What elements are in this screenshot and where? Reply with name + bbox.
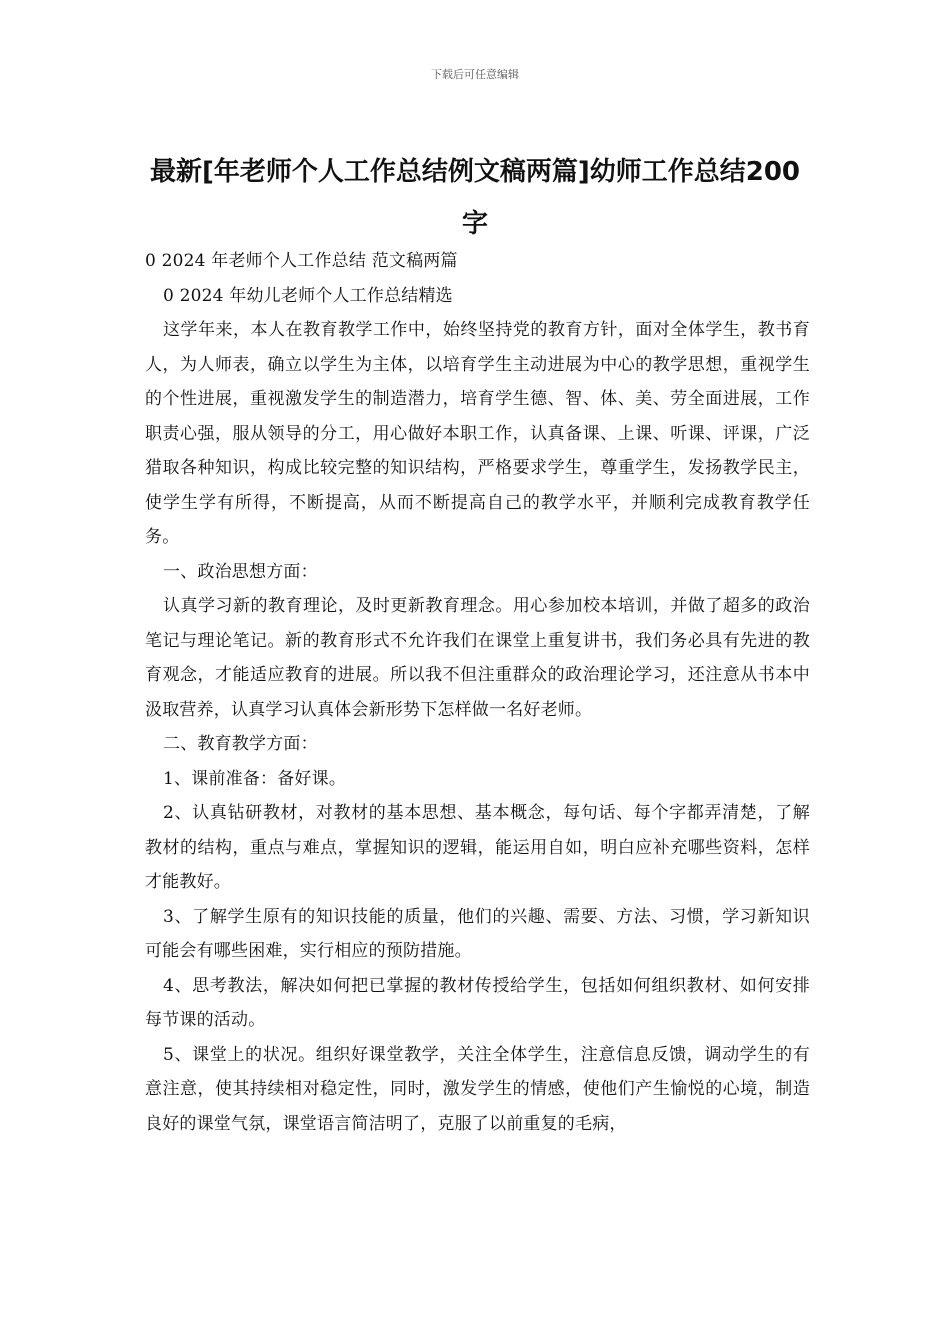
list-item: 4、思考教法，解决如何把已掌握的教材传授给学生，包括如何组织教材、如何安排每节课的活动。 (145, 975, 810, 1030)
section-heading: 一、政治思想方面： (163, 561, 318, 582)
list-item: 5、课堂上的状况。组织好课堂教学，关注全体学生，注意信息反馈，调动学生的有意注意，使其持续相对稳定性，同时，激发学生的情感，使他们产生愉悦的心境，制造良好的课堂气氛，课堂语言简洁明了，克服了以前重复的毛病， (145, 1044, 810, 1134)
list-item: 3、了解学生原有的知识技能的质量，他们的兴趣、需要、方法、习惯，学习新知识可能会有哪些困难，实行相应的预防措施。 (145, 906, 810, 961)
document-title: 最新[年老师个人工作总结例文稿两篇]幼师工作总结200字 (149, 157, 801, 239)
paragraph: 0 2024 年老师个人工作总结 范文稿两篇 (145, 251, 458, 271)
header-note: 下载后可任意编辑 (431, 68, 519, 81)
paragraph: 认真学习新的教育理论，及时更新教育理念。用心参加校本培训，并做了超多的政治笔记与理论笔记。新的教育形式不允许我们在课堂上重复讲书，我们务必具有先进的教育观念，才能适应教育的进展。所以我不但注重群众的政治理论学习，还注意从书本中汲取营养，认真学习认真体会新形势下怎样做一名好老师。 (145, 596, 810, 720)
paragraph: 0 2024 年幼儿老师个人工作总结精选 (163, 285, 453, 306)
document-body (145, 244, 810, 1141)
list-item: 1、课前准备：备好课。 (163, 768, 347, 789)
paragraph: 这学年来，本人在教育教学工作中，始终坚持党的教育方针，面对全体学生，教书育人，为人师表，确立以学生为主体，以培育学生主动进展为中心的教学思想，重视学生的个性进展，重视激发学生的制造潜力，培育学生德、智、体、美、劳全面进展，工作职责心强，服从领导的分工，用心做好本职工作，认真备课、上课、听课、评课，广泛猎取各种知识，构成比较完整的知识结构，严格要求学生，尊重学生，发扬教学民主，使学生学有所得，不断提高，从而不断提高自己的教学水平，并顺利完成教育教学任务。 (145, 320, 810, 547)
list-item: 2、认真钻研教材，对教材的基本思想、基本概念，每句话、每个字都弄清楚，了解教材的结构，重点与难点，掌握知识的逻辑，能运用自如，明白应补充哪些资料，怎样才能教好。 (145, 803, 810, 892)
section-heading: 二、教育教学方面： (163, 734, 318, 754)
